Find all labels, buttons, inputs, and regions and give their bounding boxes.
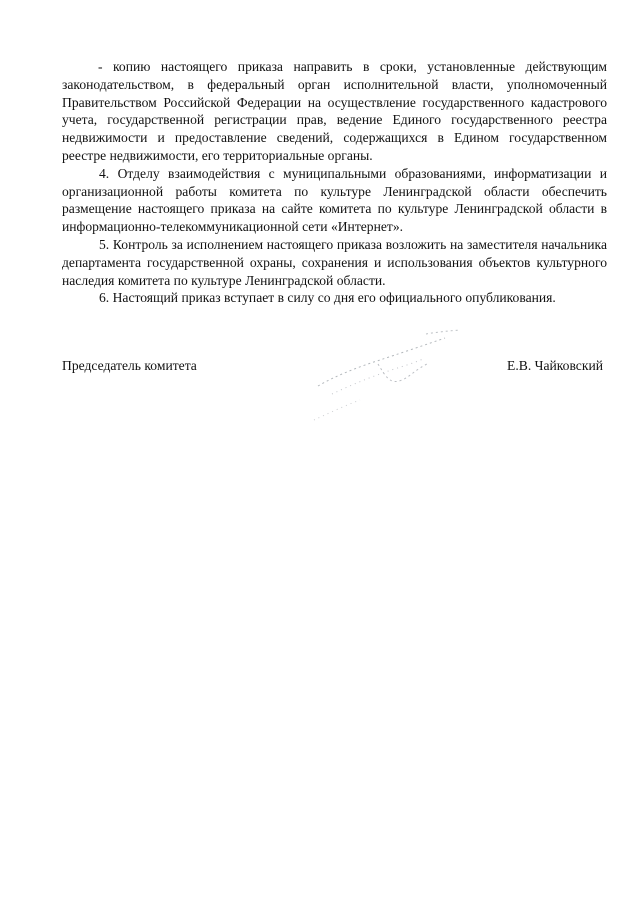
order-body (62, 58, 607, 307)
handwritten-signature (300, 322, 480, 432)
paragraph-item-4: 4. Отделу взаимодействия с муниципальными образованиями, информатизации и организационной работы комитета по культуре Ленинградской области обеспечить размещение настоящего приказа на сайте комитета по культуре Ленинградской области в информационно-телекоммуникационной сети «Интернет». (62, 165, 607, 235)
paragraph-item-5: 5. Контроль за исполнением настоящего приказа возложить на заместителя начальника департамента государственной охраны, сохранения и использования объектов культурного наследия комитета по культуре Ленинградской области. (62, 236, 607, 288)
paragraph-item-6: 6. Настоящий приказ вступает в силу со дня его официального опубликования. (99, 290, 556, 306)
signer-name: Е.В. Чайковский (507, 358, 603, 373)
signer-position: Председатель комитета (62, 358, 197, 373)
paragraph-copy-distribution: - копию настоящего приказа направить в сроки, установленные действующим законодательством, в федеральный орган исполнительной власти, уполномоченный Правительством Российской Федерации на осуществление государственного кадастрового учета, государственной регистрации прав, ведение Единого государственного реестра недвижимости и предоставление сведений, содержащихся в Едином государственном реестре недвижимости, его территориальные органы. (62, 59, 607, 163)
